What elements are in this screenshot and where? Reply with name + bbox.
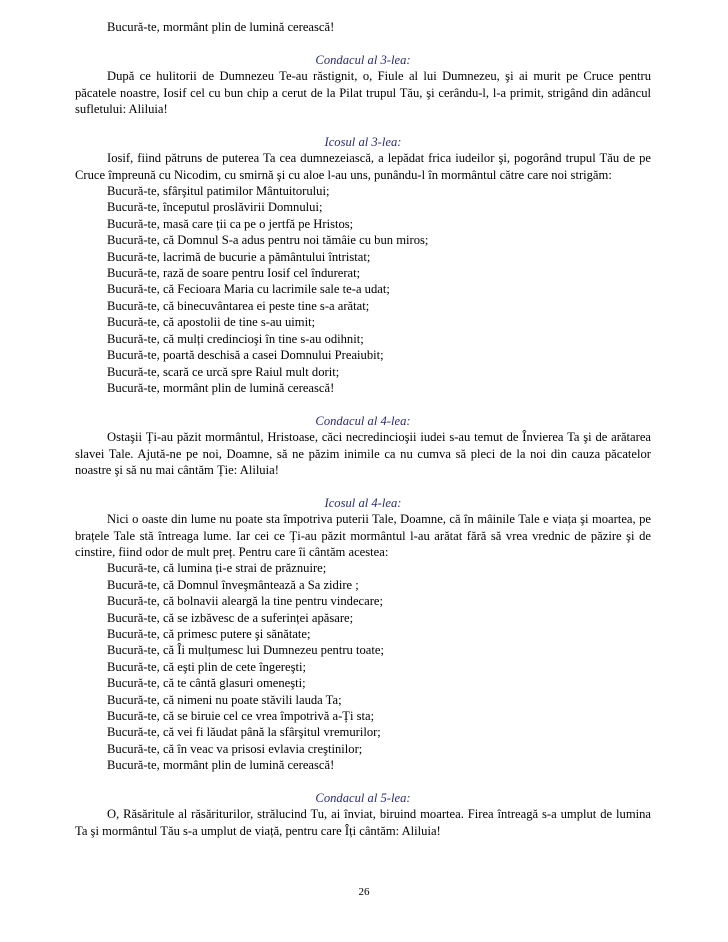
section-heading: Icosul al 4-lea: xyxy=(324,495,402,510)
verse-line: Bucură-te, poartă deschisă a casei Domnului Preaiubit; xyxy=(107,348,384,363)
verse-line: Bucură-te, că bolnavii aleargă la tine pentru vindecare; xyxy=(107,594,383,609)
section-heading: Condacul al 3-lea: xyxy=(315,52,411,67)
paragraph: Ostaşii Ți-au păzit mormântul, Hristoase, căci necredincioşii iudei s-au temut de Învierea Ta şi de arătarea slavei Tale. Ajută-ne pe noi, Doamne, să ne păzim inimile ca nu cumva să pleci de la noi din cauza păcatelor noastre şi să nu mai cântăm Ție: Aliluia! xyxy=(75,430,651,477)
verse-line: Bucură-te, că Domnul înveşmântează a Sa zidire ; xyxy=(107,577,359,592)
paragraph: Iosif, fiind pătruns de puterea Ta cea dumnezeiască, a lepădat frica iudeilor şi, pogorând trupul Tău de pe Cruce împreună cu Nicodim, cu smirnă şi cu aloe l-au uns, punându-l în mormântul către care noi strigăm: xyxy=(75,151,651,182)
verse-line: Bucură-te, că mulți credincioşi în tine s-au odihnit; xyxy=(107,331,364,346)
verse-line: Bucură-te, mormânt plin de lumină cerească! xyxy=(107,380,335,395)
blank-line xyxy=(75,774,651,790)
section-heading: Condacul al 4-lea: xyxy=(315,413,411,428)
verse-line: Bucură-te, începutul proslăvirii Domnului; xyxy=(107,200,323,215)
verse-line: Bucură-te, că Fecioara Maria cu lacrimile sale te-a udat; xyxy=(107,282,390,297)
blank-line xyxy=(75,396,651,412)
verse-line: Bucură-te, mormânt plin de lumină cerească! xyxy=(107,758,335,773)
verse-line: Bucură-te, că se biruie cel ce vrea împotrivă a-Ți sta; xyxy=(107,709,375,723)
verse-line: Bucură-te, rază de soare pentru Iosif cel îndurerat; xyxy=(107,266,361,281)
document-page xyxy=(75,19,651,839)
verse-line: Bucură-te, că vei fi lăudat până la sfârşitul vremurilor; xyxy=(107,725,381,740)
section-heading: Icosul al 3-lea: xyxy=(324,134,402,149)
verse-line: Bucură-te, că nimeni nu poate stăvili lauda Ta; xyxy=(107,692,342,707)
verse-line: Bucură-te, sfârşitul patimilor Mântuitorului; xyxy=(107,184,330,199)
verse-line: Bucură-te, că Îi mulțumesc lui Dumnezeu pentru toate; xyxy=(107,643,384,658)
verse-line: Bucură-te, că se izbăvesc de a suferinței apăsare; xyxy=(107,610,354,625)
verse-line: Bucură-te, masă care ții ca pe o jertfă pe Hristos; xyxy=(107,216,354,231)
verse-line: Bucură-te, că te cântă glasuri omeneşti; xyxy=(107,676,306,691)
verse-line: Bucură-te, că primesc putere şi sănătate; xyxy=(107,626,311,641)
verse-line: Bucură-te, că apostolii de tine s-au uimit; xyxy=(107,315,316,330)
blank-line xyxy=(75,478,651,494)
page-number: 26 xyxy=(358,886,370,898)
verse-line: Bucură-te, scară ce urcă spre Raiul mult dorit; xyxy=(107,364,340,379)
verse-line: Bucură-te, lacrimă de bucurie a pământului întristat; xyxy=(107,249,371,264)
blank-line xyxy=(75,117,651,133)
verse-line: Bucură-te, că eşti plin de cete îngereşti; xyxy=(107,659,306,674)
paragraph: Nici o oaste din lume nu poate sta împotriva puterii Tale, Doamne, că în mâinile Tale e viața şi moartea, pe brațele Tale stă întreaga lume. Iar cei ce Ți-au păzit mormântul l-au arătat fără să vrea vrednic de păzire şi de cinstire, fiind odor de mult preț. Pentru care îi cântăm acestea: xyxy=(75,512,651,559)
verse-line: Bucură-te, că binecuvântarea ei peste tine s-a arătat; xyxy=(107,298,370,313)
paragraph: După ce hulitorii de Dumnezeu Te-au răstignit, o, Fiule al lui Dumnezeu, şi ai murit pe Cruce pentru păcatele noastre, Iosif cel cu bun chip a cerut de la Pilat trupul Tău, şi cerându-l, l-a primit, strigând din adâncul sufletului: Aliluia! xyxy=(75,69,651,117)
blank-line xyxy=(75,35,651,51)
paragraph: O, Răsăritule al răsăriturilor, strălucind Tu, ai înviat, biruind moartea. Firea întreagă s-a umplut de lumina Ta şi mormântul Tău s-a umplut de viață, pentru care Îți cântăm: Aliluia! xyxy=(75,807,651,838)
verse-line: Bucură-te, mormânt plin de lumină cerească! xyxy=(107,20,335,34)
section-heading: Condacul al 5-lea: xyxy=(315,791,411,806)
verse-line: Bucură-te, că lumina ți-e strai de prăznuire; xyxy=(107,561,327,576)
verse-line: Bucură-te, că în veac va prisosi evlavia creştinilor; xyxy=(107,741,363,756)
verse-line: Bucură-te, că Domnul S-a adus pentru noi tămâie cu bun miros; xyxy=(107,233,429,248)
